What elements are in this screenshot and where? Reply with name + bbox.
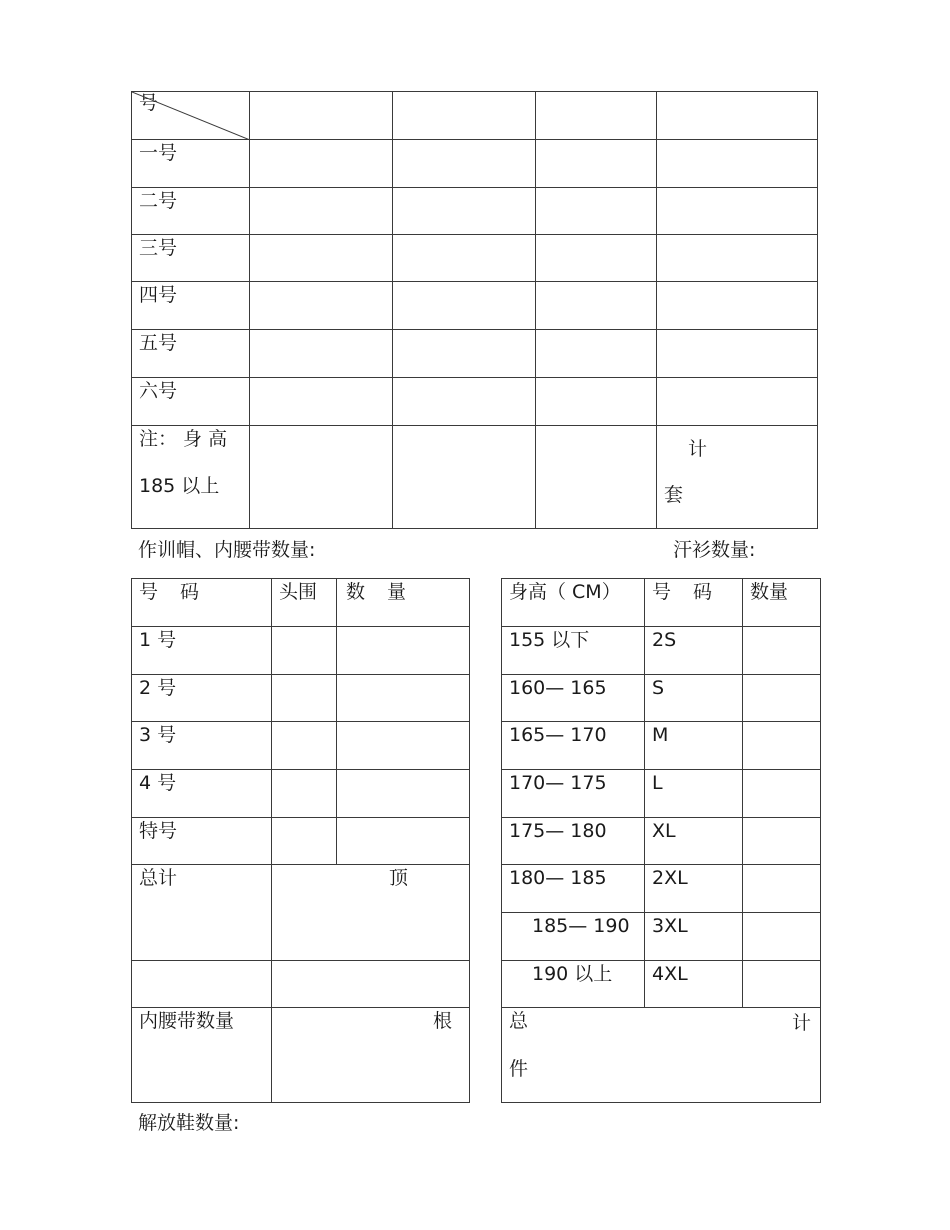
note-line-1: 注： 身 高	[139, 428, 228, 450]
table-cell	[272, 627, 337, 675]
table-cell	[272, 675, 337, 722]
table-cell	[393, 188, 536, 235]
size-cell: XL	[645, 818, 743, 865]
table-row	[132, 675, 470, 722]
total-cell	[502, 1008, 821, 1103]
table-cell	[536, 282, 657, 330]
table-row	[502, 865, 821, 913]
caption-hat-belt: 作训帽、内腰带数量:	[138, 539, 316, 561]
column-header: 号 码	[132, 579, 272, 627]
column-header: 身高（ CM）	[502, 579, 645, 627]
table-cell	[132, 961, 272, 1008]
table-cell	[536, 188, 657, 235]
row-label: 4 号	[132, 770, 272, 818]
row-label: 二号	[132, 188, 250, 235]
height-cell: 185— 190	[502, 913, 645, 961]
table-cell	[536, 140, 657, 188]
table-cell	[536, 235, 657, 282]
table-cell	[250, 140, 393, 188]
table-cell	[743, 770, 821, 818]
table-cell	[272, 770, 337, 818]
table-cell	[250, 378, 393, 426]
table-cell	[657, 330, 818, 378]
table-cell	[657, 140, 818, 188]
table-cell	[250, 92, 393, 140]
table-cell	[337, 722, 470, 770]
total-row	[132, 865, 470, 961]
total-label: 总计	[132, 865, 272, 961]
table-row	[502, 675, 821, 722]
diagonal-header-cell	[132, 92, 250, 140]
table-cell	[657, 378, 818, 426]
total-char-1: 计	[688, 438, 708, 460]
table-row	[502, 961, 821, 1008]
table-row	[502, 627, 821, 675]
row-label: 1 号	[132, 627, 272, 675]
size-cell: M	[645, 722, 743, 770]
note-row	[132, 426, 818, 529]
row-label: 2 号	[132, 675, 272, 722]
column-header: 号 码	[645, 579, 743, 627]
total-char-2: 计	[791, 1012, 811, 1034]
table-cell	[393, 426, 536, 529]
table-row	[502, 770, 821, 818]
total-unit: 顶	[389, 867, 409, 889]
table-cell	[536, 330, 657, 378]
table-cell	[657, 188, 818, 235]
size-cell: 4XL	[645, 961, 743, 1008]
table-cell	[657, 235, 818, 282]
table-row	[502, 818, 821, 865]
table-cell	[337, 770, 470, 818]
table-row	[132, 188, 818, 235]
table-cell	[272, 961, 470, 1008]
table-cell	[393, 92, 536, 140]
height-cell: 180— 185	[502, 865, 645, 913]
caption-shirt: 汗衫数量:	[673, 539, 756, 561]
header-label: 号	[139, 92, 159, 114]
total-row	[502, 1008, 821, 1103]
table-row	[132, 818, 470, 865]
table-cell	[743, 818, 821, 865]
table-cell	[393, 235, 536, 282]
height-cell: 170— 175	[502, 770, 645, 818]
table-row	[132, 722, 470, 770]
row-label: 特号	[132, 818, 272, 865]
table-cell	[250, 235, 393, 282]
total-cell	[657, 426, 818, 529]
total-unit: 件	[509, 1058, 529, 1080]
table-cell	[536, 426, 657, 529]
table-cell	[657, 282, 818, 330]
table-row	[132, 235, 818, 282]
belt-label: 内腰带数量	[132, 1008, 272, 1103]
table-cell	[337, 675, 470, 722]
row-label: 五号	[132, 330, 250, 378]
total-char-1: 总	[509, 1010, 529, 1032]
table-row	[132, 378, 818, 426]
table-cell	[272, 722, 337, 770]
column-header: 数量	[743, 579, 821, 627]
belt-row	[132, 1008, 470, 1103]
table-cell	[536, 378, 657, 426]
table-cell	[393, 282, 536, 330]
row-label: 一号	[132, 140, 250, 188]
table-cell	[272, 818, 337, 865]
row-label: 三号	[132, 235, 250, 282]
table-row	[132, 330, 818, 378]
size-cell: S	[645, 675, 743, 722]
shirt-size-table	[501, 578, 821, 1103]
total-value-cell	[272, 865, 470, 961]
table-cell	[250, 330, 393, 378]
hat-size-table	[131, 578, 470, 1103]
table-cell	[743, 675, 821, 722]
table-row	[132, 140, 818, 188]
table-cell	[337, 818, 470, 865]
size-cell: 2XL	[645, 865, 743, 913]
diagonal-line	[132, 92, 250, 140]
height-cell: 155 以下	[502, 627, 645, 675]
height-cell: 175— 180	[502, 818, 645, 865]
row-label: 六号	[132, 378, 250, 426]
column-header: 头围	[272, 579, 337, 627]
table-header-row	[132, 92, 818, 140]
table-cell	[743, 961, 821, 1008]
table-row	[502, 722, 821, 770]
uniform-size-table	[131, 91, 818, 529]
size-cell: L	[645, 770, 743, 818]
table-cell	[743, 627, 821, 675]
height-cell: 190 以上	[502, 961, 645, 1008]
height-cell: 165— 170	[502, 722, 645, 770]
table-cell	[743, 913, 821, 961]
size-cell: 2S	[645, 627, 743, 675]
belt-value-cell	[272, 1008, 470, 1103]
table-cell	[536, 92, 657, 140]
table-row	[132, 627, 470, 675]
height-cell: 160— 165	[502, 675, 645, 722]
table-cell	[337, 627, 470, 675]
table-row	[132, 770, 470, 818]
table-cell	[250, 188, 393, 235]
row-label: 3 号	[132, 722, 272, 770]
table-header-row	[502, 579, 821, 627]
column-header: 数 量	[337, 579, 470, 627]
table-cell	[393, 378, 536, 426]
table-row	[132, 282, 818, 330]
size-cell: 3XL	[645, 913, 743, 961]
table-cell	[743, 722, 821, 770]
table-cell	[743, 865, 821, 913]
note-cell	[132, 426, 250, 529]
belt-unit: 根	[433, 1010, 453, 1032]
caption-shoes: 解放鞋数量:	[138, 1112, 240, 1134]
table-header-row	[132, 579, 470, 627]
table-cell	[250, 282, 393, 330]
table-cell	[250, 426, 393, 529]
total-char-2: 套	[664, 484, 684, 506]
table-cell	[657, 92, 818, 140]
table-cell	[393, 330, 536, 378]
table-row	[502, 913, 821, 961]
blank-row	[132, 961, 470, 1008]
row-label: 四号	[132, 282, 250, 330]
table-cell	[393, 140, 536, 188]
note-line-2: 185 以上	[139, 475, 220, 497]
